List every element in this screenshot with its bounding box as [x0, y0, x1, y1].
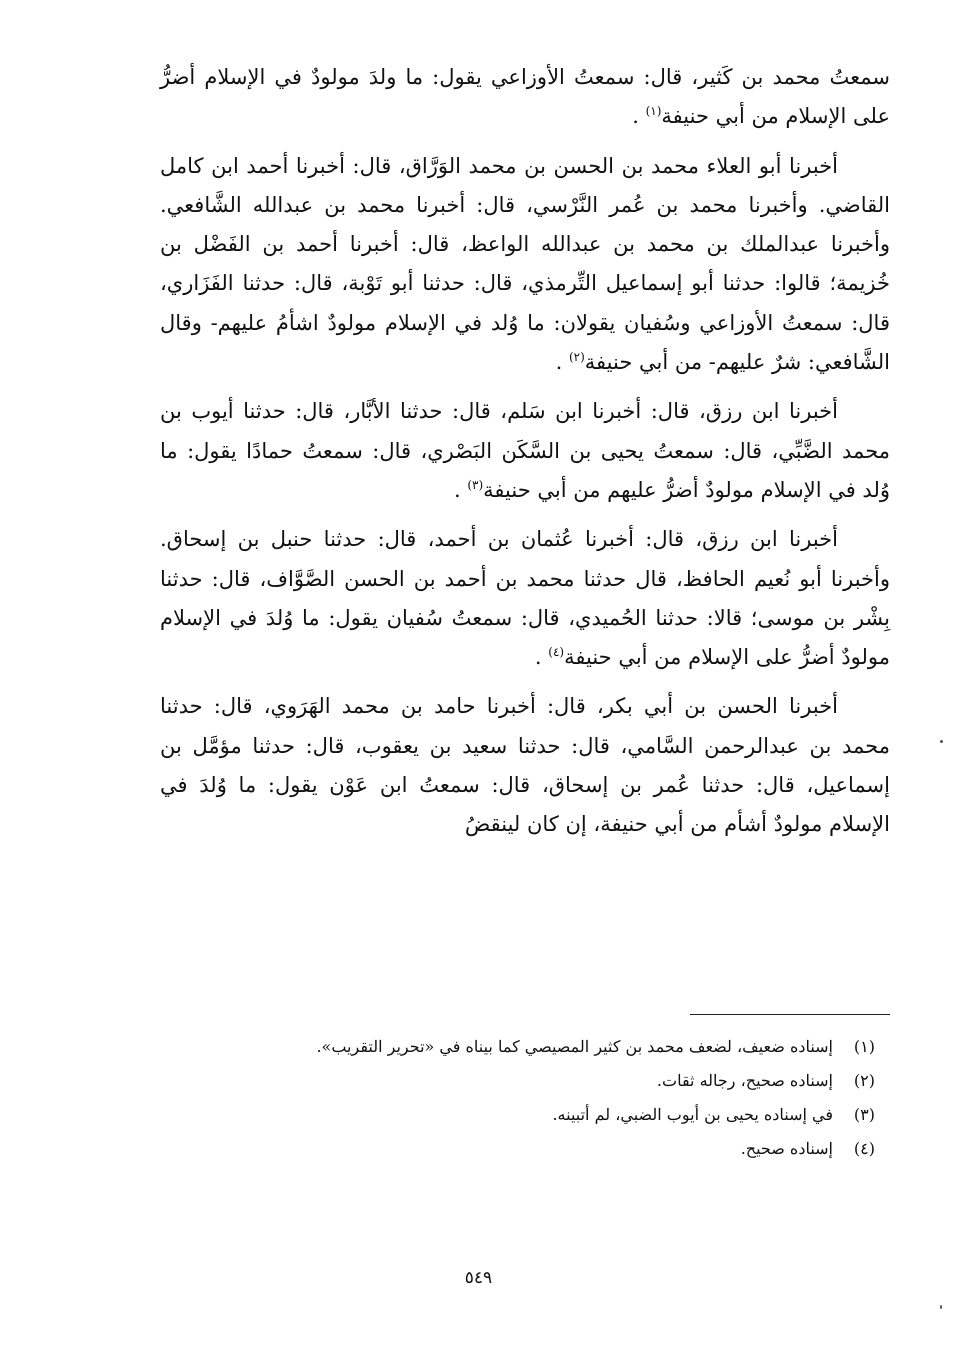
main-text-block	[160, 58, 890, 855]
page-number: ٥٤٩	[464, 1268, 493, 1288]
paragraph-4: أخبرنا ابن رزق، قال: أخبرنا عُثمان بن أحمد، قال: حدثنا حنبل بن إسحاق. وأخبرنا أبو نُعيم الحافظ، قال حدثنا محمد بن أحمد بن الحسن الصَّوَّاف، قال: حدثنا بِشْر بن موسى؛ قالا: حدثنا الحُميدي، قال: سمعتُ سُفيان يقول: ما وُلدَ في الإسلام مولودٌ أضرُّ على الإسلام من أبي حنيفة$^{(٤)}$ .	[160, 527, 890, 670]
footnote-number: (٢)	[853, 1071, 875, 1090]
paragraph-1: سمعتُ محمد بن كَثير، قال: سمعتُ الأوزاعي يقول: ما ولدَ مولودٌ في الإسلام أضرُّ على الإسلام من أبي حنيفة$^{(١)}$ .	[160, 65, 890, 129]
footnote-4	[300, 1132, 875, 1166]
footnote-number: (٣)	[853, 1105, 875, 1124]
paragraph-4-text: أخبرنا ابن رزق، قال: أخبرنا عُثمان بن أحمد، قال: حدثنا حنبل بن إسحاق. وأخبرنا أبو نُعيم الحافظ، قال حدثنا محمد بن أحمد بن الحسن الصَّوَّاف، قال: حدثنا بِشْر بن موسى؛ قالا: حدثنا الحُميدي، قال: سمعتُ سُفيان يقول: ما وُلدَ في الإسلام مولودٌ أضرُّ على الإسلام من أبي حنيفة	[160, 527, 890, 670]
footnote-text: إسناده صحيح.	[740, 1139, 833, 1158]
footnote-1	[300, 1030, 875, 1064]
paragraph-1-text: سمعتُ محمد بن كَثير، قال: سمعتُ الأوزاعي يقول: ما ولدَ مولودٌ في الإسلام أضرُّ على الإسلام من أبي حنيفة	[160, 65, 890, 129]
footnote-ref-4: (٤)	[548, 645, 565, 660]
footnotes-block	[300, 1030, 875, 1166]
paragraph-3-text: أخبرنا ابن رزق، قال: أخبرنا ابن سَلم، قال: حدثنا الأبَّار، قال: حدثنا أيوب بن محمد الضَّبِّي، قال: سمعتُ يحيى بن السَّكَن البَصْري، قال: سمعتُ حمادًا يقول: ما وُلد في الإسلام مولودٌ أضرُّ عليهم من أبي حنيفة	[160, 399, 890, 502]
footnote-2	[300, 1064, 875, 1098]
footnote-number: (٤)	[853, 1139, 875, 1158]
footnote-text: إسناده ضعيف، لضعف محمد بن كثير المصيصي كما بيناه في «تحرير التقريب».	[316, 1037, 833, 1056]
footnote-ref-2: (٢)	[568, 350, 585, 365]
paragraph-5	[160, 687, 890, 844]
paragraph-5-text: أخبرنا الحسن بن أبي بكر، قال: أخبرنا حامد بن محمد الهَرَوي، قال: حدثنا محمد بن عبدالرحمن السَّامي، قال: حدثنا سعيد بن يعقوب، قال: حدثنا مؤمَّل بن إسماعيل، قال: حدثنا عُمر بن إسحاق، قال: سمعتُ ابن عَوْن يقول: ما وُلدَ في الإسلام مولودٌ أشأم من أبي حنيفة، إن كان لينقضُ	[160, 694, 890, 837]
paragraph-3: أخبرنا ابن رزق، قال: أخبرنا ابن سَلم، قال: حدثنا الأبَّار، قال: حدثنا أيوب بن محمد الضَّبِّي، قال: سمعتُ يحيى بن السَّكَن البَصْري، قال: سمعتُ حمادًا يقول: ما وُلد في الإسلام مولودٌ أضرُّ عليهم من أبي حنيفة$^{(٣)}$ .	[160, 399, 890, 502]
footnote-3	[300, 1098, 875, 1132]
footnote-ref-3: (٣)	[467, 477, 484, 492]
scan-speck	[940, 740, 943, 743]
footnote-text: في إسناده يحيى بن أيوب الضبي، لم أتبينه.	[552, 1105, 833, 1124]
paragraph-2: أخبرنا أبو العلاء محمد بن الحسن بن محمد الوَرَّاق، قال: أخبرنا أحمد ابن كامل القاضي. وأخبرنا محمد بن عُمر النَّرْسي، قال: أخبرنا محمد بن عبدالله الشَّافعي. وأخبرنا عبدالملك بن محمد بن عبدالله الواعظ، قال: أخبرنا أحمد بن الفَضْل بن خُزيمة؛ قالوا: حدثنا أبو إسماعيل التِّرمذي، قال: حدثنا أبو تَوْبة، قال: حدثنا الفَزَاري، قال: سمعتُ الأوزاعي وسُفيان يقولان: ما وُلد في الإسلام مولودٌ اشأمُ عليهم- وقال الشَّافعي: شرٌ عليهم- من أبي حنيفة$^{(٢)}$ .	[160, 153, 890, 375]
paragraph-2-text: أخبرنا أبو العلاء محمد بن الحسن بن محمد الوَرَّاق، قال: أخبرنا أحمد ابن كامل القاضي. وأخبرنا محمد بن عُمر النَّرْسي، قال: أخبرنا محمد بن عبدالله الشَّافعي. وأخبرنا عبدالملك بن محمد بن عبدالله الواعظ، قال: أخبرنا أحمد بن الفَضْل بن خُزيمة؛ قالوا: حدثنا أبو إسماعيل التِّرمذي، قال: حدثنا أبو تَوْبة، قال: حدثنا الفَزَاري، قال: سمعتُ الأوزاعي وسُفيان يقولان: ما وُلد في الإسلام مولودٌ اشأمُ عليهم- وقال الشَّافعي: شرٌ عليهم- من أبي حنيفة	[160, 153, 890, 375]
footnote-text: إسناده صحيح، رجاله ثقات.	[656, 1071, 833, 1090]
footnote-ref-1: (١)	[645, 104, 662, 119]
footnote-number: (١)	[853, 1037, 875, 1056]
footnote-separator	[690, 1014, 890, 1015]
scan-speck	[940, 1305, 942, 1309]
